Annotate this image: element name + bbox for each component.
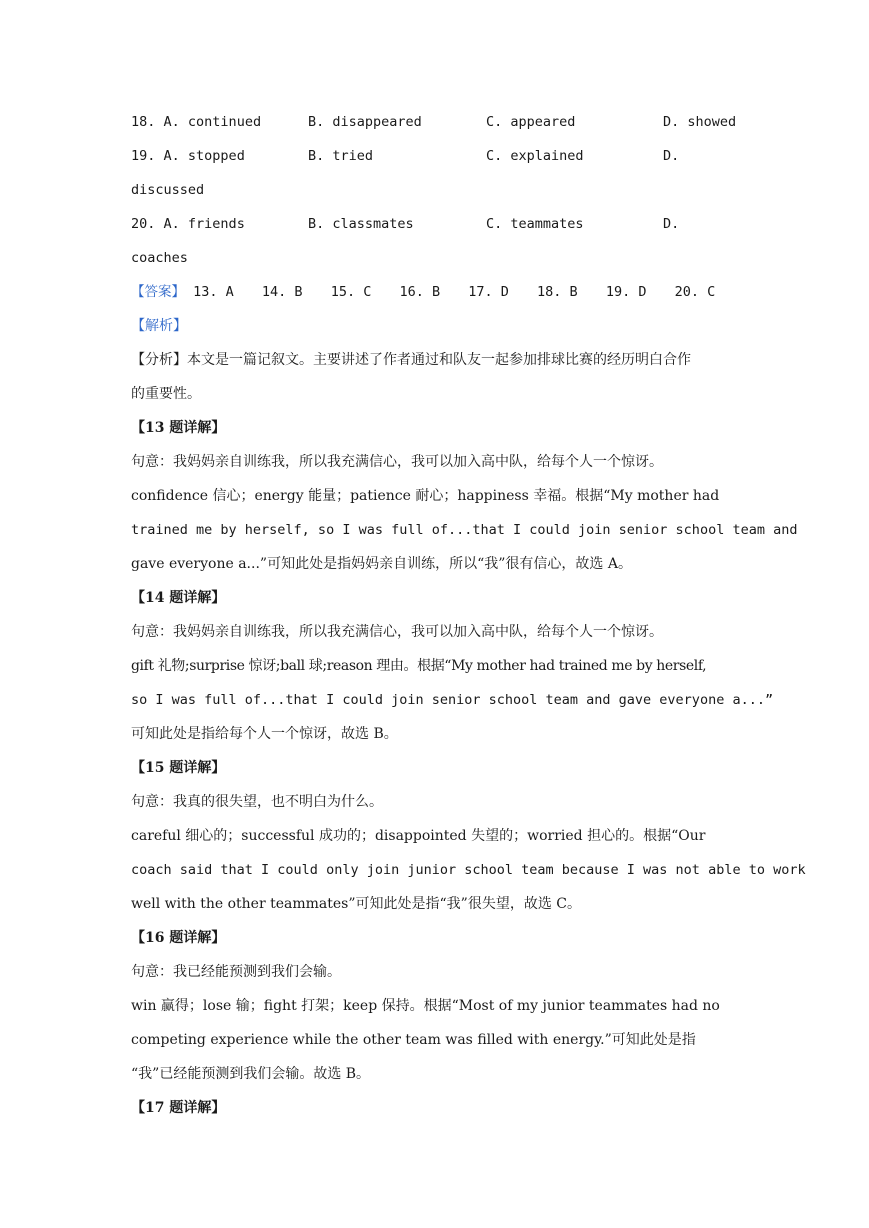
section-14-heading: 【14 题详解】 (131, 590, 226, 606)
answer-item: 16. B (399, 284, 441, 300)
section-15-heading: 【15 题详解】 (131, 760, 226, 776)
section-17-heading: 【17 题详解】 (131, 1100, 226, 1116)
answer-line (131, 275, 741, 309)
question-18-options (131, 105, 741, 139)
section-14-line-1: gift 礼物;surprise 惊讶;ball 球;reason 理由。根据“My mother had trained me by herself, (131, 658, 707, 674)
answer-item: 18. B (537, 284, 578, 300)
q19-option-b: B. tried (308, 148, 374, 164)
q19-option-c: C. explained (486, 148, 584, 164)
answer-item: 19. D (605, 284, 647, 300)
answer-tag: 【答案】 (131, 284, 185, 300)
q19-option-d: D. (663, 148, 680, 164)
answer-item: 15. C (330, 284, 372, 300)
section-16-meaning: 句意：我已经能预测到我们会输。 (131, 964, 341, 980)
section-15-meaning: 句意：我真的很失望，也不明白为什么。 (131, 794, 383, 810)
section-14-line-3: 可知此处是指给每个人一个惊讶，故选 B。 (131, 726, 398, 742)
section-13-meaning: 句意：我妈妈亲自训练我，所以我充满信心，我可以加入高中队，给每个人一个惊讶。 (131, 454, 663, 470)
section-16-heading: 【16 题详解】 (131, 930, 226, 946)
q18-option-a: 18. A. continued (131, 114, 262, 130)
q18-option-b: B. disappeared (308, 114, 422, 130)
section-14-line-2: so I was full of...that I could join senior school team and gave everyone a...” (131, 692, 774, 708)
section-13-line-1: confidence 信心；energy 能量；patience 耐心；happiness 幸福。根据“My mother had (131, 488, 720, 504)
section-13-line-3: gave everyone a...”可知此处是指妈妈亲自训练，所以“我”很有信心，故选 A。 (131, 556, 632, 572)
section-15-line-3: well with the other teammates”可知此处是指“我”很失望，故选 C。 (131, 896, 581, 912)
q18-option-d: D. showed (663, 114, 737, 130)
section-16-line-2: competing experience while the other team was filled with energy.”可知此处是指 (131, 1032, 696, 1048)
q19-option-d-text: discussed (131, 182, 205, 198)
q20-option-c: C. teammates (486, 216, 584, 232)
answer-item: 17. D (468, 284, 509, 300)
summary-line-2: 的重要性。 (131, 386, 201, 402)
section-15-line-2: coach said that I could only join junior school team because I was not able to work (131, 862, 806, 878)
section-13-line-2: trained me by herself, so I was full of...that I could join senior school team and (131, 522, 798, 538)
section-16-line-3: “我”已经能预测到我们会输。故选 B。 (131, 1066, 371, 1082)
answer-item: 14. B (261, 284, 303, 300)
q20-option-a: 20. A. friends (131, 216, 245, 232)
section-15-line-1: careful 细心的；successful 成功的；disappointed 失望的；worried 担心的。根据“Our (131, 828, 706, 844)
answer-item: 13. A (193, 284, 234, 300)
analysis-tag: 【解析】 (131, 318, 187, 334)
q20-option-d-text: coaches (131, 250, 188, 266)
section-13-heading: 【13 题详解】 (131, 420, 226, 436)
summary-line-1: 【分析】本文是一篇记叙文。主要讲述了作者通过和队友一起参加排球比赛的经历明白合作 (131, 352, 691, 368)
q19-option-a: 19. A. stopped (131, 148, 245, 164)
q20-option-d: D. (663, 216, 680, 232)
q20-option-b: B. classmates (308, 216, 414, 232)
question-19-options (131, 139, 741, 173)
section-14-meaning: 句意：我妈妈亲自训练我，所以我充满信心，我可以加入高中队，给每个人一个惊讶。 (131, 624, 663, 640)
answer-item: 20. C (674, 284, 716, 300)
section-16-line-1: win 赢得；lose 输；fight 打架；keep 保持。根据“Most of my junior teammates had no (131, 998, 720, 1014)
q18-option-c: C. appeared (486, 114, 576, 130)
document-page (131, 105, 806, 1125)
question-20-options (131, 207, 741, 241)
